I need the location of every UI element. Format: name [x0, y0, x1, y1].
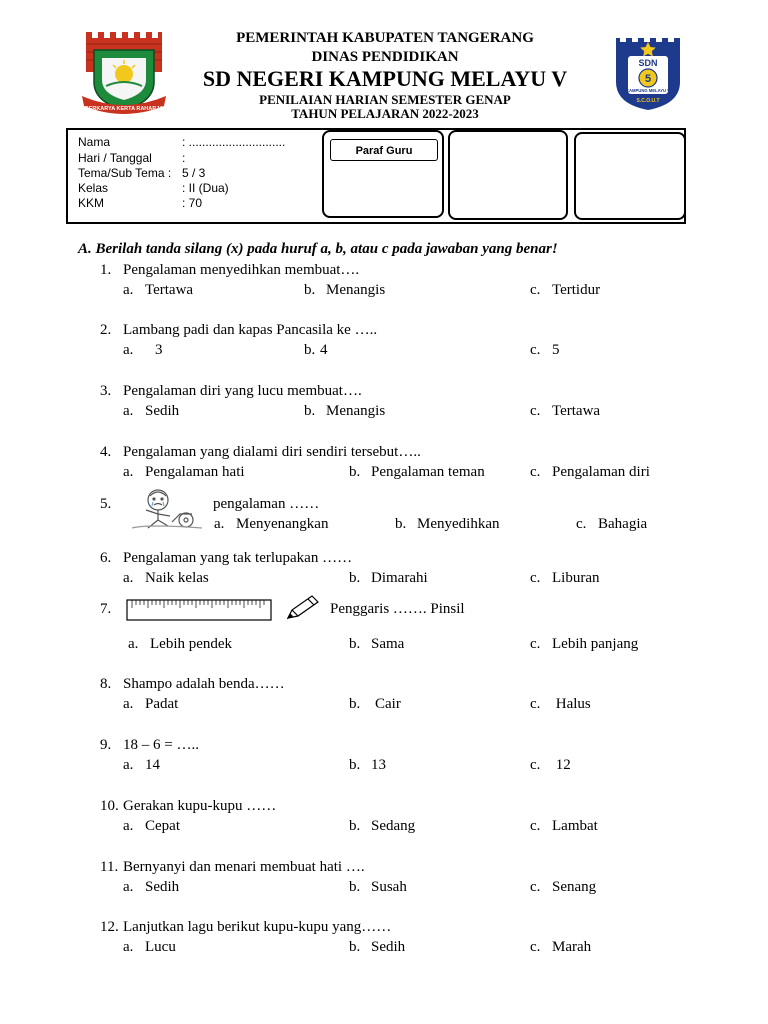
header-assessment: PENILAIAN HARIAN SEMESTER GENAP: [259, 92, 511, 107]
crying-child-illustration: [128, 486, 206, 530]
question-number: 7.: [100, 601, 112, 617]
option-a[interactable]: a. Pengalaman hati: [123, 464, 245, 480]
option-b[interactable]: b. Cair: [349, 696, 401, 712]
info-row-date: Hari / Tanggal :: [78, 151, 186, 165]
question-number: 1.: [100, 262, 112, 278]
header-government: PEMERINTAH KABUPATEN TANGERANG: [236, 30, 534, 46]
header-school-name: SD NEGERI KAMPUNG MELAYU V: [202, 66, 568, 91]
option-c[interactable]: c. 5: [530, 342, 560, 358]
option-a[interactable]: a. Lebih pendek: [128, 636, 233, 652]
option-a[interactable]: a. Tertawa: [123, 282, 194, 298]
teacher-signature-label: Paraf Guru: [330, 139, 438, 161]
pencil-icon: [284, 594, 320, 622]
question-text: Pengalaman menyedihkan membuat….: [123, 262, 360, 278]
info-row-kkm: KKM : 70: [78, 196, 203, 210]
question-text: Pengalaman yang dialami diri sendiri tersebut…..: [123, 444, 421, 460]
question-number: 12.: [100, 919, 119, 935]
parent-signature-box: [574, 132, 686, 220]
option-b[interactable]: b. Sedih: [349, 939, 406, 955]
info-row-name: Nama : .............................: [78, 135, 286, 149]
pencil-illustration: [284, 594, 320, 622]
option-c[interactable]: c. Tertidur: [530, 282, 601, 298]
question-text: pengalaman ……: [213, 496, 320, 512]
option-c[interactable]: c. Tertawa: [530, 403, 601, 419]
question-number: 4.: [100, 444, 112, 460]
question-text: Pengalaman yang tak terlupakan ……: [123, 550, 353, 566]
question-number: 2.: [100, 322, 112, 338]
option-b[interactable]: b. Dimarahi: [349, 570, 428, 586]
question-number: 3.: [100, 383, 112, 399]
option-c[interactable]: c. Lebih panjang: [530, 636, 639, 652]
question-number: 10.: [100, 798, 119, 814]
score-box: [448, 130, 568, 220]
option-b[interactable]: b. Menyedihkan: [395, 516, 500, 532]
ruler-illustration: [126, 598, 272, 622]
question-text: Shampo adalah benda……: [123, 676, 285, 692]
question-text: Gerakan kupu-kupu ……: [123, 798, 277, 814]
question-text: Bernyanyi dan menari membuat hati ….: [123, 859, 365, 875]
option-b[interactable]: b. Susah: [349, 879, 407, 895]
svg-text:5: 5: [644, 73, 652, 85]
option-c[interactable]: c. Halus: [530, 696, 591, 712]
svg-text:SDN: SDN: [638, 58, 658, 68]
crying-child-icon: [128, 486, 206, 530]
option-b[interactable]: b. Sedang: [349, 818, 416, 834]
option-c[interactable]: c. Senang: [530, 879, 597, 895]
option-b[interactable]: b. Menangis: [304, 282, 386, 298]
question-text: Lanjutkan lagu berikut kupu-kupu yang……: [123, 919, 392, 935]
info-row-class: Kelas : II (Dua): [78, 181, 229, 195]
option-b[interactable]: b. Sama: [349, 636, 405, 652]
option-c[interactable]: c. Bahagia: [576, 516, 648, 532]
question-number: 6.: [100, 550, 112, 566]
question-number: 11.: [100, 859, 119, 875]
option-a[interactable]: a. Sedih: [123, 879, 180, 895]
svg-text:BERKARYA KERTA RAHARJA: BERKARYA KERTA RAHARJA: [84, 106, 164, 112]
option-b[interactable]: b. 13: [349, 757, 386, 773]
section-instruction: A. Berilah tanda silang (x) pada huruf a, b, atau c pada jawaban yang benar!: [78, 241, 558, 257]
option-a[interactable]: a. Lucu: [123, 939, 176, 955]
option-a[interactable]: a. 14: [123, 757, 160, 773]
option-b[interactable]: b. Pengalaman teman: [349, 464, 485, 480]
option-c[interactable]: c. Liburan: [530, 570, 600, 586]
svg-text:S.C.O.U.T: S.C.O.U.T: [636, 98, 660, 104]
scout-badge-icon: [612, 32, 684, 112]
option-a[interactable]: a. Cepat: [123, 818, 180, 834]
option-a[interactable]: a. Menyenangkan: [214, 516, 329, 532]
header-school-year: TAHUN PELAJARAN 2022-2023: [291, 106, 479, 121]
svg-text:KAMPUNG MELAYU V: KAMPUNG MELAYU V: [625, 88, 671, 93]
question-text: Pengalaman diri yang lucu membuat….: [123, 383, 362, 399]
header-department: DINAS PENDIDIKAN: [311, 49, 459, 65]
question-text: 18 – 6 = …..: [123, 737, 199, 753]
option-a[interactable]: a. Naik kelas: [123, 570, 209, 586]
option-a[interactable]: a. Sedih: [123, 403, 180, 419]
option-b[interactable]: b. 4: [304, 342, 328, 358]
question-number: 8.: [100, 676, 112, 692]
option-b[interactable]: b. Menangis: [304, 403, 386, 419]
question-text: Lambang padi dan kapas Pancasila ke …..: [123, 322, 378, 338]
option-c[interactable]: c. 12: [530, 757, 571, 773]
option-c[interactable]: c. Marah: [530, 939, 592, 955]
option-c[interactable]: c. Lambat: [530, 818, 598, 834]
question-number: 9.: [100, 737, 112, 753]
option-a[interactable]: a. Padat: [123, 696, 179, 712]
question-text: Penggaris ……. Pinsil: [330, 601, 465, 617]
info-row-theme: Tema/Sub Tema : 5 / 3: [78, 166, 206, 180]
option-a[interactable]: a. 3: [123, 342, 163, 358]
ruler-icon: [126, 598, 272, 622]
option-c[interactable]: c. Pengalaman diri: [530, 464, 650, 480]
school-scout-logo: [612, 32, 684, 112]
question-number: 5.: [100, 496, 112, 512]
